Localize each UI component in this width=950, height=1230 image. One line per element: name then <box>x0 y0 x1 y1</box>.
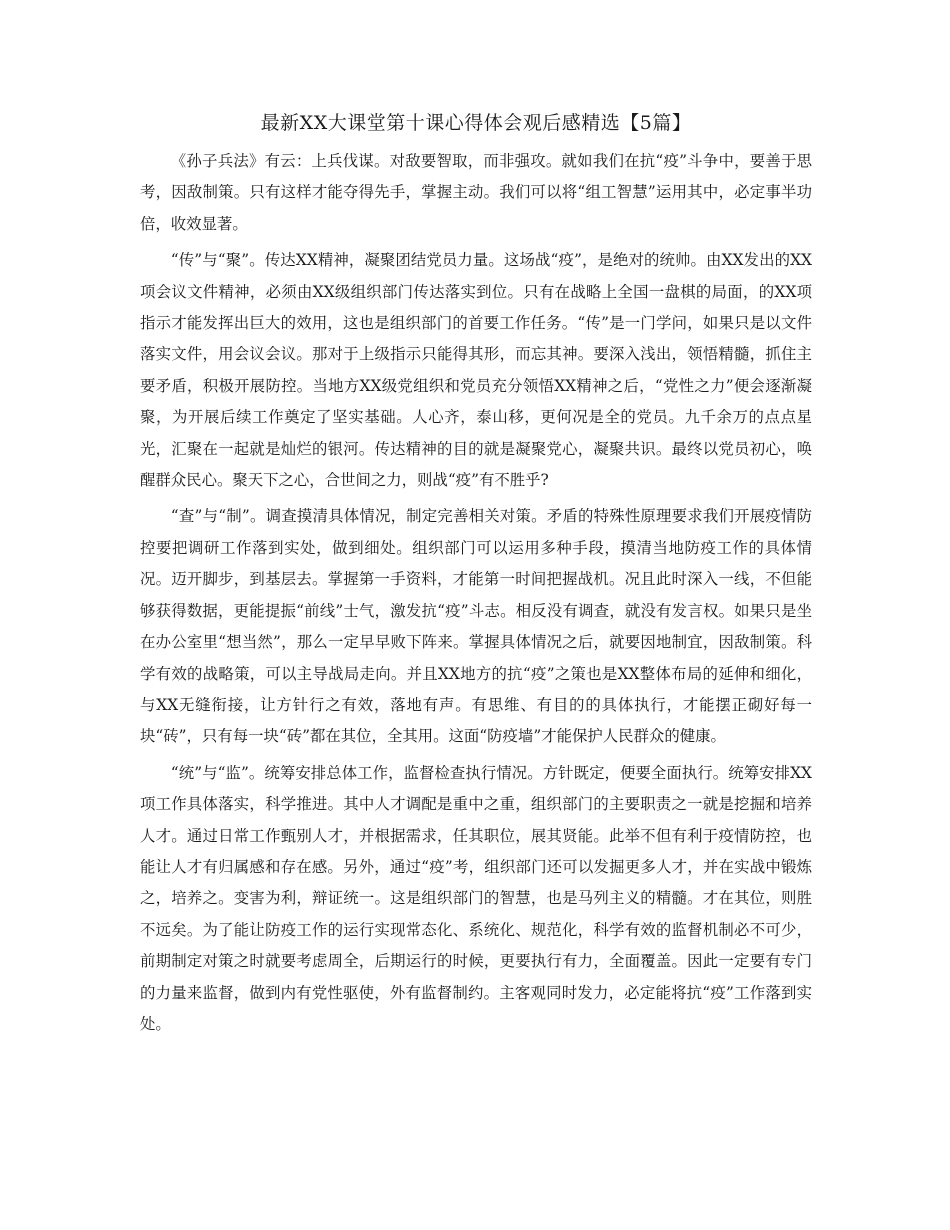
document-title: 最新XX大课堂第十课心得体会观后感精选【5篇】 <box>260 112 692 134</box>
paragraph-chuan-ju: “传”与“聚”。传达XX精神，凝聚团结党员力量。这场战“疫”，是绝对的统帅。由XX发出的XX项会议文件精神，必须由XX级组织部门传达落实到位。只有在战略上全国一盘棋的局面，的XX项指示才能发挥出巨大的效用，这也是组织部门的首要工作任务。“传”是一门学问，如果只是以文件落实文件，用会议会议。那对于上级指示只能得其形，而忘其神。要深入浅出，领悟精髓，抓住主要矛盾，积极开展防控。当地方XX级党组织和党员充分领悟XX精神之后，“党性之力”便会逐渐凝聚，为开展后续工作奠定了坚实基础。人心齐，泰山移，更何况是全的党员。九千余万的点点星光，汇聚在一起就是灿烂的银河。传达精神的目的就是凝聚党心，凝聚共识。最终以党员初心，唤醒群众民心。聚天下之心，合世间之力，则战“疫”有不胜乎? <box>140 251 812 490</box>
paragraph-tong-jian: “统”与“监”。统筹安排总体工作，监督检查执行情况。方针既定，便要全面执行。统筹安排XX项工作具体落实，科学推进。其中人才调配是重中之重，组织部门的主要职责之一就是挖掘和培养人才。通过日常工作甄别人才，并根据需求，任其职位，展其贤能。此举不但有利于疫情防控，也能让人才有归属感和存在感。另外，通过“疫”考，组织部门还可以发掘更多人才，并在实战中锻炼之，培养之。变害为利，辩证统一。这是组织部门的智慧，也是马列主义的精髓。才在其位，则胜不远矣。为了能让防疫工作的运行实现常态化、系统化、规范化，科学有效的监督机制必不可少，前期制定对策之时就要考虑周全，后期运行的时候，更要执行有力，全面覆盖。因此一定要有专门的力量来监督，做到内有党性驱使，外有监督制约。主客观同时发力，必定能将抗“疫”工作落到实处。 <box>140 763 812 1033</box>
paragraph-cha-zhi: “查”与“制”。调查摸清具体情况，制定完善相关对策。矛盾的特殊性原理要求我们开展疫情防控要把调研工作落到实处，做到细处。组织部门可以运用多种手段，摸清当地防疫工作的具体情况。迈开脚步，到基层去。掌握第一手资料，才能第一时间把握战机。况且此时深入一线，不但能够获得数据，更能提振“前线”士气，激发抗“疫”斗志。相反没有调查，就没有发言权。如果只是坐在办公室里“想当然”，那么一定早早败下阵来。掌握具体情况之后，就要因地制宜，因敌制策。科学有效的战略策，可以主导战局走向。并且XX地方的抗“疫”之策也是XX整体布局的延伸和细化，与XX无缝衔接，让方针行之有效，落地有声。有思维、有目的的具体执行，才能摆正砌好每一块“砖”，只有每一块“砖”都在其位，全其用。这面“防疫墙”才能保护人民群众的健康。 <box>140 507 812 746</box>
paragraph-intro: 《孙子兵法》有云：上兵伐谋。对敌要智取，而非强攻。就如我们在抗“疫”斗争中，要善于思考，因敌制策。只有这样才能夺得先手，掌握主动。我们可以将“组工智慧”运用其中，必定事半功倍，收效显著。 <box>140 152 812 233</box>
document-page <box>140 104 812 1040</box>
